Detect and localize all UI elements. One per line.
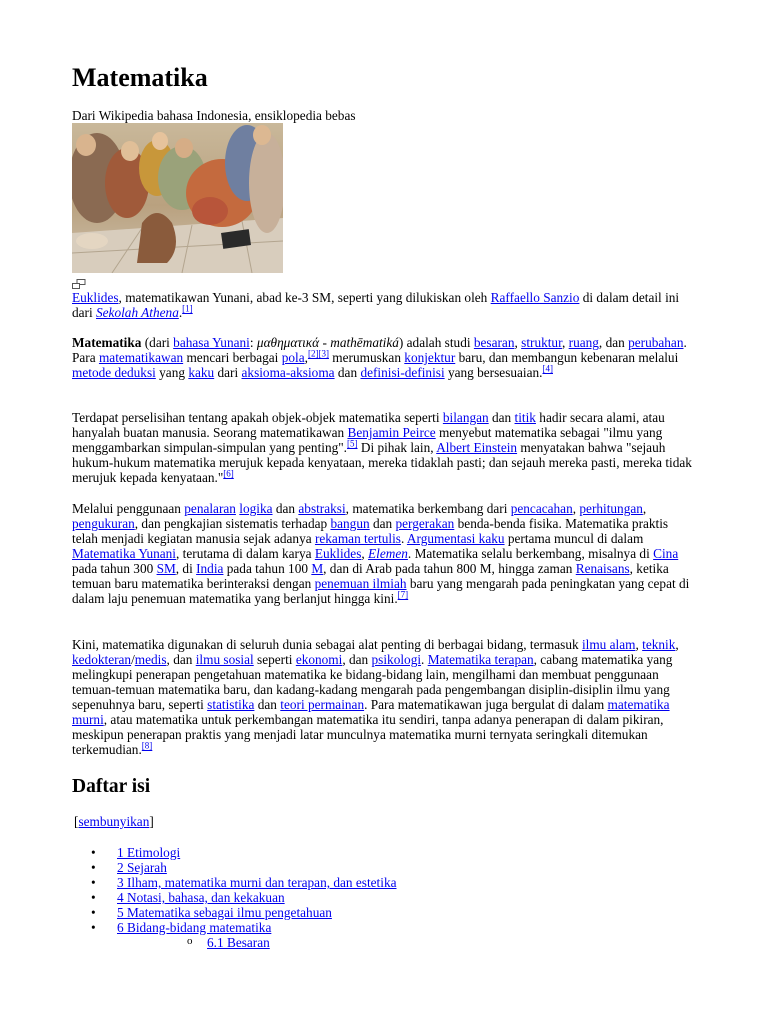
link-ilmu-sosial[interactable]: ilmu sosial — [195, 652, 254, 667]
link-aksioma[interactable]: aksioma-aksioma — [241, 365, 335, 380]
link-cina[interactable]: Cina — [653, 546, 679, 561]
site-subtitle: Dari Wikipedia bahasa Indonesia, ensiklopedia bebas — [72, 108, 356, 123]
link-penemuan-ilmiah[interactable]: penemuan ilmiah — [314, 576, 407, 591]
toc-item — [72, 860, 397, 875]
toc-heading: Daftar isi — [72, 776, 151, 797]
toc-item — [72, 875, 397, 890]
link-benjamin-peirce[interactable]: Benjamin Peirce — [347, 425, 436, 440]
ref-7[interactable]: [7] — [397, 589, 409, 600]
toc-link-bidang[interactable]: 6 Bidang-bidang matematika — [117, 920, 272, 935]
toc-item — [72, 845, 397, 860]
link-matematikawan[interactable]: matematikawan — [98, 350, 184, 365]
link-medis[interactable]: medis — [134, 652, 167, 667]
ref-4[interactable]: [4] — [542, 363, 553, 374]
hide-toc-link[interactable]: sembunyikan — [78, 814, 150, 829]
toc-link-etimologi[interactable]: 1 Etimologi — [117, 845, 181, 860]
link-titik[interactable]: titik — [514, 410, 536, 425]
ref-6[interactable]: [6] — [223, 468, 234, 479]
link-raffaello-sanzio[interactable]: Raffaello Sanzio — [490, 290, 580, 305]
link-euklides[interactable]: Euklides — [72, 290, 119, 305]
link-psikologi[interactable]: psikologi — [371, 652, 422, 667]
link-rekaman-tertulis[interactable]: rekaman tertulis — [314, 531, 401, 546]
link-definisi[interactable]: definisi-definisi — [360, 365, 445, 380]
link-elemen[interactable]: Elemen — [368, 546, 408, 561]
link-albert-einstein[interactable]: Albert Einstein — [436, 440, 518, 455]
link-ekonomi[interactable]: ekonomi — [295, 652, 343, 667]
ref-2[interactable]: [2] — [307, 348, 319, 359]
link-bilangan[interactable]: bilangan — [442, 410, 489, 425]
toc-link-ilmu-pengetahuan[interactable]: 5 Matematika sebagai ilmu pengetahuan — [117, 905, 332, 920]
article-image[interactable] — [72, 123, 283, 273]
link-euklides-2[interactable]: Euklides — [314, 546, 362, 561]
link-kaku[interactable]: kaku — [188, 365, 215, 380]
school-of-athens-painting — [72, 123, 283, 273]
toc-link-notasi[interactable]: 4 Notasi, bahasa, dan kekakuan — [117, 890, 285, 905]
link-m[interactable]: M — [311, 561, 324, 576]
toc-item — [72, 920, 397, 950]
link-bangun[interactable]: bangun — [330, 516, 370, 531]
greek-term: μαθηματικά - mathēmatiká — [256, 335, 399, 350]
link-pengukuran[interactable]: pengukuran — [72, 516, 135, 531]
ref-5[interactable]: [5] — [347, 438, 358, 449]
paragraph-history: Melalui penggunaan penalaran logika dan abstraksi, matematika berkembang dari pencacahan, perhitungan, pengukuran, dan pengkajian sistematis terhadap bangun dan pergerakan benda-benda fisika. Matematika praktis telah menjadi kegiatan manusia sejak adanya rekaman tertulis. Argumentasi kaku pertama muncul di dalam Matematika Yunani, terutama di dalam karya Euklides, Elemen. Matematika selalu berkembang, misalnya di Cina pada tahun 300 SM, di India pada tahun 100 M, dan di Arab pada tahun 800 M, hingga zaman Renaisans, ketika temuan baru matematika berinteraksi dengan penemuan ilmiah baru yang mengarah pada peningkatan yang cepat di dalam laju penemuan matematika yang berlanjut hingga kini.[7] — [72, 501, 690, 606]
link-matematika-terapan[interactable]: Matematika terapan — [427, 652, 534, 667]
paragraph-intro: Matematika (dari bahasa Yunani: μαθηματικά - mathēmatiká) adalah studi besaran, struktur, ruang, dan perubahan. Para matematikawan mencari berbagai pola,[2][3] merumuskan konjektur baru, dan membangun kebenaran melalui metode deduksi yang kaku dari aksioma-aksioma dan definisi-definisi yang bersesuaian.[4] — [72, 335, 687, 380]
image-caption: Euklides, matematikawan Yunani, abad ke-3 SM, seperti yang dilukiskan oleh Raffaello Sanzio di dalam detail ini dari Sekolah Athena.[1] — [72, 290, 680, 320]
link-metode-deduksi[interactable]: metode deduksi — [72, 365, 156, 380]
link-renaisans[interactable]: Renaisans — [575, 561, 630, 576]
link-penalaran[interactable]: penalaran — [184, 501, 236, 516]
enlarge-icon[interactable] — [72, 277, 86, 287]
link-konjektur[interactable]: konjektur — [404, 350, 456, 365]
link-perhitungan[interactable]: perhitungan — [579, 501, 643, 516]
link-teori-permainan[interactable]: teori permainan — [280, 697, 365, 712]
link-pergerakan[interactable]: pergerakan — [395, 516, 455, 531]
paragraph-philosophy: Terdapat perselisihan tentang apakah objek-objek matematika seperti bilangan dan titik hadir secara alami, atau hanyalah buatan manusia. Seorang matematikawan Benjamin Peirce menyebut matematika sebagai "ilmu yang menggambarkan simpulan-simpulan yang penting".[5] Di pihak lain, Albert Einstein menyatakan bahwa "sejauh hukum-hukum matematika merujuk kepada kenyataan, mereka tidaklah pasti; dan sejauh mereka pasti, mereka tidak merujuk kepada kenyataan."[6] — [72, 410, 692, 485]
link-statistika[interactable]: statistika — [207, 697, 255, 712]
link-pola[interactable]: pola — [281, 350, 305, 365]
link-sm[interactable]: SM — [156, 561, 176, 576]
link-teknik[interactable]: teknik — [642, 637, 676, 652]
link-bahasa-yunani[interactable]: bahasa Yunani — [173, 335, 250, 350]
table-of-contents — [72, 845, 397, 950]
toc-link-besaran[interactable]: 6.1 Besaran — [207, 935, 270, 950]
toc-link-ilham[interactable]: 3 Ilham, matematika murni dan terapan, dan estetika — [117, 875, 397, 890]
page-title: Matematika — [72, 63, 208, 92]
ref-1[interactable]: [1] — [182, 303, 193, 314]
link-abstraksi[interactable]: abstraksi — [298, 501, 346, 516]
link-india[interactable]: India — [196, 561, 224, 576]
link-struktur[interactable]: struktur — [521, 335, 562, 350]
ref-3[interactable]: [3] — [318, 348, 329, 359]
link-ruang[interactable]: ruang — [568, 335, 599, 350]
toc-subitem — [117, 935, 397, 950]
link-logika[interactable]: logika — [239, 501, 273, 516]
link-besaran[interactable]: besaran — [473, 335, 515, 350]
toc-link-sejarah[interactable]: 2 Sejarah — [117, 860, 167, 875]
paragraph-applications: Kini, matematika digunakan di seluruh dunia sebagai alat penting di berbagai bidang, termasuk ilmu alam, teknik, kedokteran/medis, dan ilmu sosial seperti ekonomi, dan psikologi. Matematika terapan, cabang matematika yang melingkupi penerapan pengetahuan matematika ke bidang-bidang lain, mengilhami dan membuat penggunaan temuan-temuan matematika baru, dan kadang-kadang mengarah pada pengembangan disiplin-disiplin ilmu yang sepenuhnya baru, seperti statistika dan teori permainan. Para matematikawan juga bergulat di dalam matematika murni, atau matematika untuk perkembangan matematika itu sendiri, tanpa adanya penerapan di dalam pikiran, meskipun penerapan praktis yang menjadi latar munculnya matematika murni ternyata seringkali ditemukan terkemudian.[8] — [72, 637, 679, 757]
link-kedokteran[interactable]: kedokteran — [72, 652, 132, 667]
link-perubahan[interactable]: perubahan — [628, 335, 684, 350]
toc-toggle: [sembunyikan] — [74, 814, 154, 829]
link-argumentasi-kaku[interactable]: Argumentasi kaku — [406, 531, 505, 546]
link-ilmu-alam[interactable]: ilmu alam — [581, 637, 636, 652]
link-sekolah-athena[interactable]: Sekolah Athena — [96, 305, 179, 320]
toc-item — [72, 890, 397, 905]
link-matematika-murni[interactable]: matematika murni — [72, 697, 670, 727]
toc-item — [72, 905, 397, 920]
link-pencacahan[interactable]: pencacahan — [510, 501, 573, 516]
toc-sublist — [117, 935, 397, 950]
ref-8[interactable]: [8] — [141, 740, 153, 751]
link-matematika-yunani[interactable]: Matematika Yunani — [72, 546, 177, 561]
